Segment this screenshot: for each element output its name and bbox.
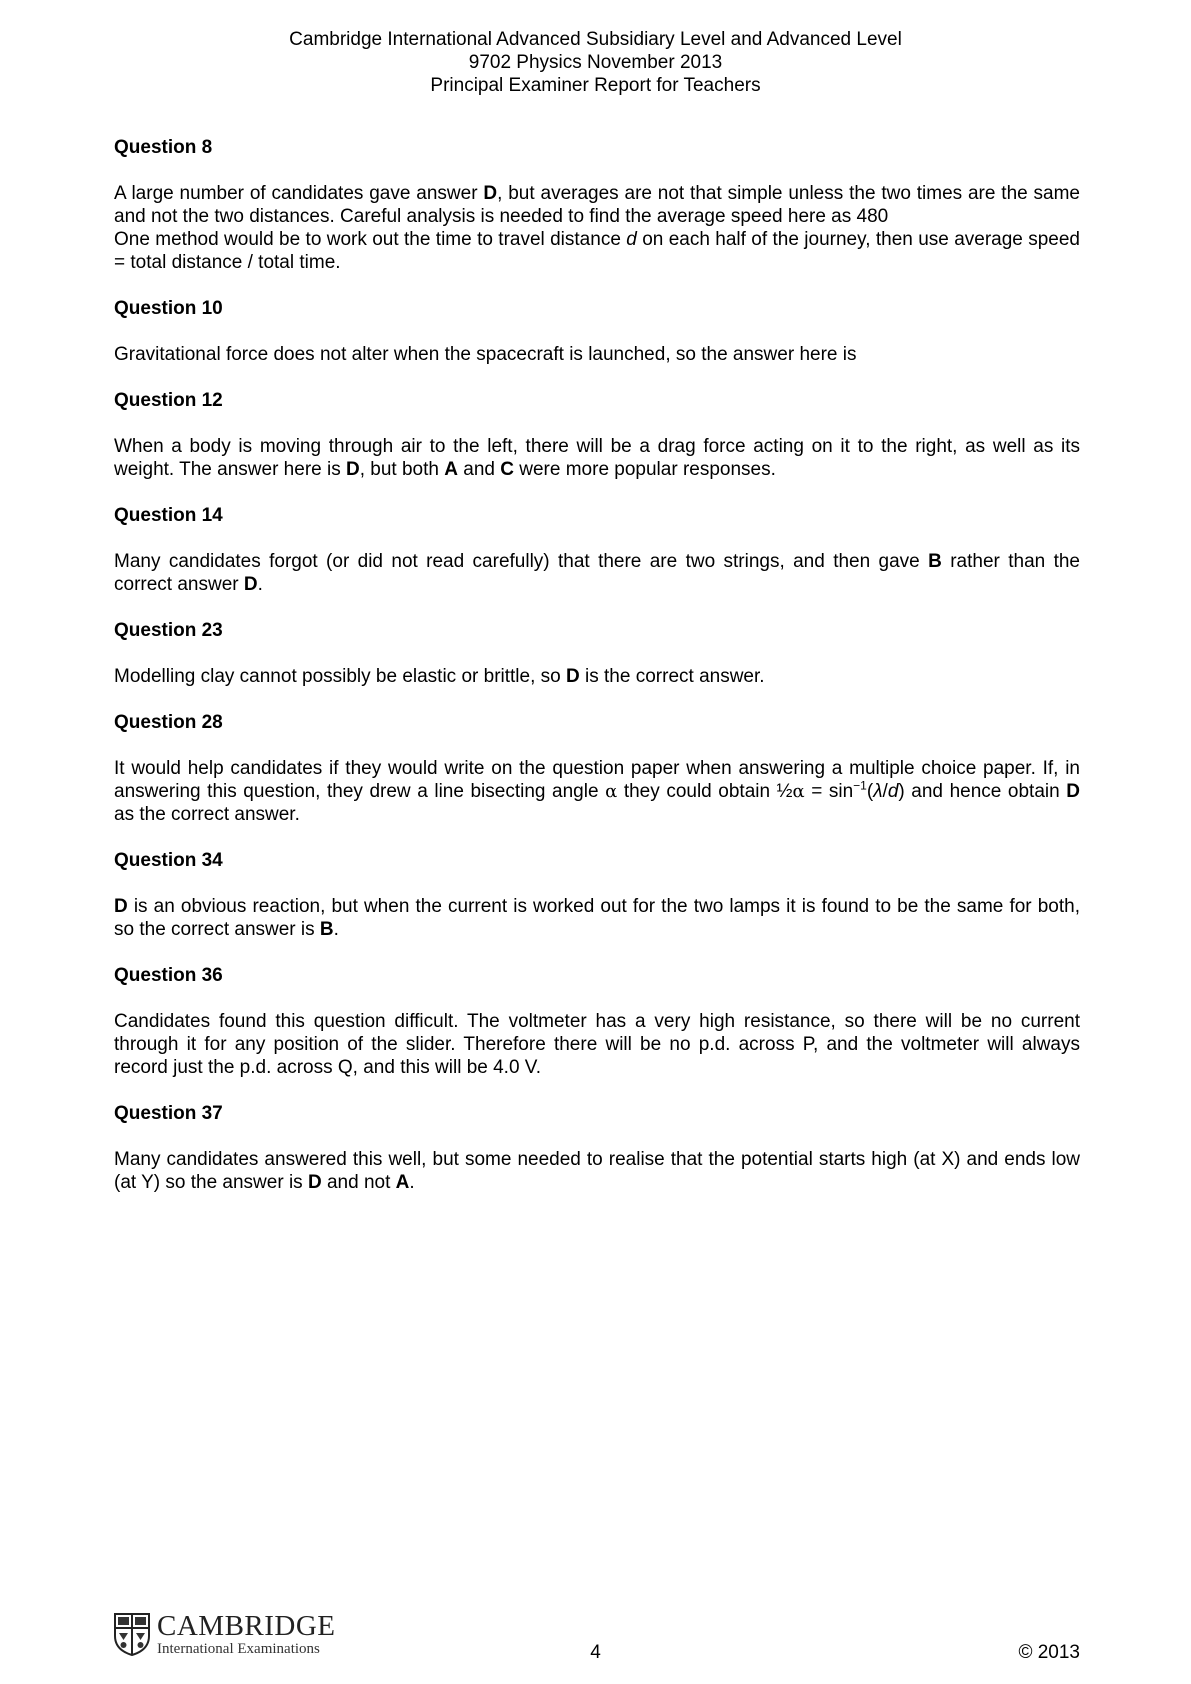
question-23-body (114, 665, 1080, 688)
text-run: were more popular responses. (513, 459, 776, 480)
alpha-symbol: α (792, 781, 805, 802)
answer-letter: D (114, 896, 128, 917)
answer-letter: B (319, 919, 334, 940)
text-run: . (333, 919, 339, 940)
variable-d: d (626, 229, 637, 250)
question-14-body (114, 550, 1080, 596)
variable-d: d (887, 781, 899, 802)
alpha-symbol: α (605, 781, 618, 802)
text-run: rather than the correct answer (114, 551, 1080, 595)
text-run: on each half of the journey, then use average speed = total distance / total time. (114, 229, 1080, 273)
answer-letter: D (483, 183, 498, 204)
text-run: . (257, 574, 263, 595)
page-number: 4 (590, 1642, 601, 1663)
text-run: and not (321, 1172, 396, 1193)
question-23-heading: Question 23 (114, 620, 223, 641)
text-run: they could obtain ½ (617, 781, 793, 802)
inverse-superscript: −1 (853, 778, 867, 793)
question-37-heading: Question 37 (114, 1103, 223, 1124)
text-run: = sin (804, 781, 854, 802)
header-line-3: Principal Examiner Report for Teachers (430, 75, 761, 96)
text-run: Many candidates answered this well, but some needed to realise that the potential starts high (at X) and ends low (at Y) so the answer is (114, 1149, 1080, 1193)
text-run: Many candidates forgot (or did not read carefully) that there are two strings, and then gave (114, 551, 929, 572)
text-run: When a body is moving through air to the left, there will be a drag force acting on it to the right, as well as its weight. The answer here is (114, 436, 1080, 480)
text-run: as the correct answer. (114, 804, 300, 825)
question-10-heading: Question 10 (114, 298, 223, 319)
answer-letter: D (243, 574, 258, 595)
text-run: and (457, 459, 501, 480)
question-28-heading: Question 28 (114, 712, 223, 733)
question-10-body (114, 343, 1080, 366)
report-content (114, 136, 1080, 1217)
question-8-body (114, 182, 1080, 274)
answer-letter: A (395, 1172, 410, 1193)
text-run: A large number of candidates gave answer (114, 183, 484, 204)
question-34-heading: Question 34 (114, 850, 223, 871)
text-run: It would help candidates if they would write on the question paper when answering a multiple choice paper. If, in answering this question, they drew a line bisecting angle (114, 758, 1080, 802)
text-run: Modelling clay cannot possibly be elastic or brittle, so (114, 666, 567, 687)
text-run: One method would be to work out the time to travel distance (114, 229, 627, 250)
question-12-body (114, 435, 1080, 481)
question-8-paragraph-2 (114, 228, 1080, 274)
text-run: Candidates found this question difficult. The voltmeter has a very high resistance, so there will be no current through it for any position of the slider. Therefore there will be no p.d. across P, and the voltmeter will always record just the p.d. across Q, and this will be 4.0 V. (114, 1011, 1080, 1078)
header-line-2: 9702 Physics November 2013 (468, 52, 723, 73)
text-run: Gravitational force does not alter when the spacecraft is launched, so the answer here is (114, 344, 857, 365)
question-34-body (114, 895, 1080, 941)
text-run: ) and hence obtain (898, 781, 1067, 802)
lambda-symbol: λ (873, 781, 883, 802)
answer-letter: D (307, 1172, 322, 1193)
logo-sub-text: International Examinations (157, 1641, 320, 1657)
text-run: . (409, 1172, 415, 1193)
logo-main-text: CAMBRIDGE (157, 1610, 336, 1642)
question-8-heading: Question 8 (114, 137, 213, 158)
text-run: , but averages are not that simple unless the two times are the same and not the two distances. Careful analysis is needed to find the average speed here as 480 (114, 183, 1081, 227)
text-run: ( (866, 781, 874, 802)
text-run: , but both (359, 459, 445, 480)
answer-letter: A (444, 459, 458, 480)
question-12-heading: Question 12 (114, 390, 223, 411)
text-run: is the correct answer. (579, 666, 765, 687)
page-footer (0, 1612, 1191, 1672)
answer-letter: D (346, 459, 360, 480)
page-header (0, 28, 1191, 97)
answer-letter: C (500, 459, 514, 480)
question-28-body (114, 757, 1080, 826)
question-14-heading: Question 14 (114, 505, 223, 526)
question-36-body (114, 1010, 1080, 1079)
answer-letter: B (928, 551, 942, 572)
question-8-paragraph-1 (114, 182, 1080, 228)
question-36-heading: Question 36 (114, 965, 223, 986)
header-line-1: Cambridge International Advanced Subsidiary Level and Advanced Level (289, 29, 902, 50)
answer-letter: D (566, 666, 580, 687)
copyright: © 2013 (1018, 1642, 1080, 1663)
answer-letter: D (1066, 781, 1080, 802)
question-37-body (114, 1148, 1080, 1194)
text-run: / (882, 781, 888, 802)
text-run: is an obvious reaction, but when the current is worked out for the two lamps it is found to be the same for both, so the correct answer is (114, 896, 1080, 940)
